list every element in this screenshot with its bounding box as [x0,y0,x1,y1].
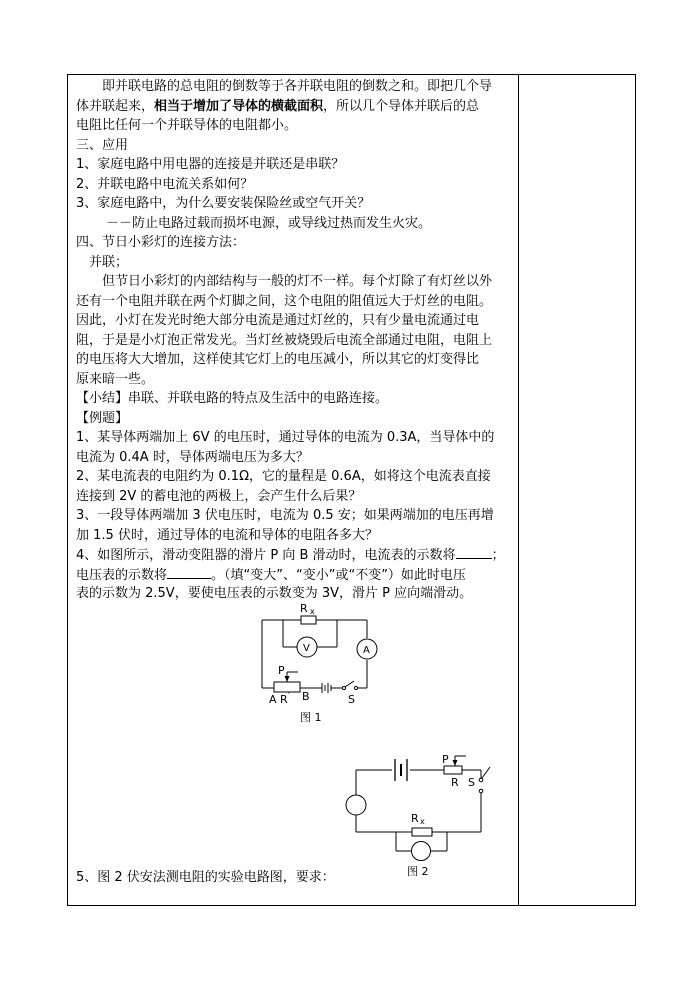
example-line: 加 1.5 伏时，通过导体的电流和导体的电阻各多大？ [76,527,378,543]
switch-s-label: S [468,776,475,789]
paragraph-line: 即并联电路的总电阻的倒数等于各并联电阻的倒数之和。即把几个导 [102,79,493,94]
meter-bottom-icon [412,842,431,861]
paragraph-line: 还有一个电阻并联在两个灯脚之间，这个电阻的阻值远大于灯丝的电阻。 [76,293,493,309]
example-line: 1、某导体两端加上 6V 的电压时，通过导体的电流为 0.3A，当导体中的 [76,430,495,445]
paragraph-line: 阻，于是是小灯泡正常发光。当灯丝被烧毁后电流全部通过电阻，电阻上 [76,332,493,348]
answer: －－防止电路过载而损坏电源，或导线过热而发生火灾。 [106,215,432,231]
ammeter-label: A [363,645,370,656]
rx-label: R [411,812,419,825]
question: 2、并联电路中电流关系如何？ [76,176,254,192]
example-line: 2、某电流表的电阻约为 0.1Ω，它的量程是 0.6A，如将这个电流表直接 [76,469,491,484]
paragraph-line: 因此，小灯在发光时绝大部分电流是通过灯丝的，只有少量电流通过电 [76,313,480,328]
switch-blade [482,767,490,778]
rx-subscript: x [310,607,315,616]
switch-terminal [479,789,483,793]
example-line: 表的示数为 2.5V，要使电压表的示数变为 3V，滑片 P 应向端滑动。 [76,586,473,601]
text-run: ； [491,548,505,563]
rx-label: R [300,602,308,615]
switch-s-label: S [348,693,355,706]
paragraph-line: 但节日小彩灯的内部结构与一般的灯不一样。每个灯除了有灯丝以外 [102,274,493,289]
text-run: 电压表的示数将 [76,567,168,583]
summary-tag: 【小结】 [76,391,129,406]
bold-text: 相当于增加了导体的横截面积 [154,98,324,114]
figure-2-caption: 图 2 [407,865,429,878]
text-run: 体并联起来， [76,98,155,114]
switch-terminal [479,778,483,782]
example-line: 3、一段导体两端加 3 伏电压时，电流为 0.5 安；如果两端加的电压再增 [76,508,494,523]
rx-subscript: x [420,817,425,826]
voltmeter-label: V [303,643,310,654]
example-line: 连接到 2V 的蓄电池的两极上，会产生什么后果？ [76,488,362,504]
summary-text: 串联、并联电路的特点及生活中的电路连接。 [128,391,389,406]
answer: 并联； [89,254,129,270]
terminal-b-label: B [302,690,310,703]
paragraph-line: 的电压将大大增加，这样使其它灯上的电压减小，所以其它的灯变得比 [76,352,480,367]
paragraph-line: 电阻比任何一个并联导体的电阻都小。 [76,118,298,133]
rheostat-r-label: R [451,776,459,789]
text-run: ，所以几个导体并联后的总 [323,98,480,114]
terminal-a-label: A [269,693,277,706]
slider-p-label: P [442,753,449,766]
rheostat [444,766,462,774]
rheostat-r-label: R [280,693,288,706]
resistor-rx [412,828,432,836]
examples-title: 【例题】 [76,410,129,426]
question-5: 5、图 2 伏安法测电阻的实验电路图，要求： [76,870,335,885]
meter-left-icon [346,795,366,815]
question: 3、家庭电路中，为什么要安装保险丝或空气开关？ [76,196,371,211]
slider-arrow [453,760,458,766]
slider-p-label: P [278,664,285,677]
question: 1、家庭电路中用电器的连接是并联还是串联？ [76,157,345,172]
prime-mark: ′ [288,691,291,702]
paragraph-line: 原来暗一些。 [76,371,155,387]
section-title: 三、应用 [76,137,129,153]
figure-1-caption: 图 1 [300,711,322,724]
example-line: 电流为 0.4A 时，导体两端电压为多大？ [76,449,309,465]
text-run: 4、如图所示，滑动变阻器的滑片 P 向 B 滑动时，电流表的示数将 [76,548,456,563]
text-run: 。（填“变大”、“变小”或“不变”）如此时电压 [211,567,466,583]
section-title: 四、节日小彩灯的连接方法： [76,235,246,250]
